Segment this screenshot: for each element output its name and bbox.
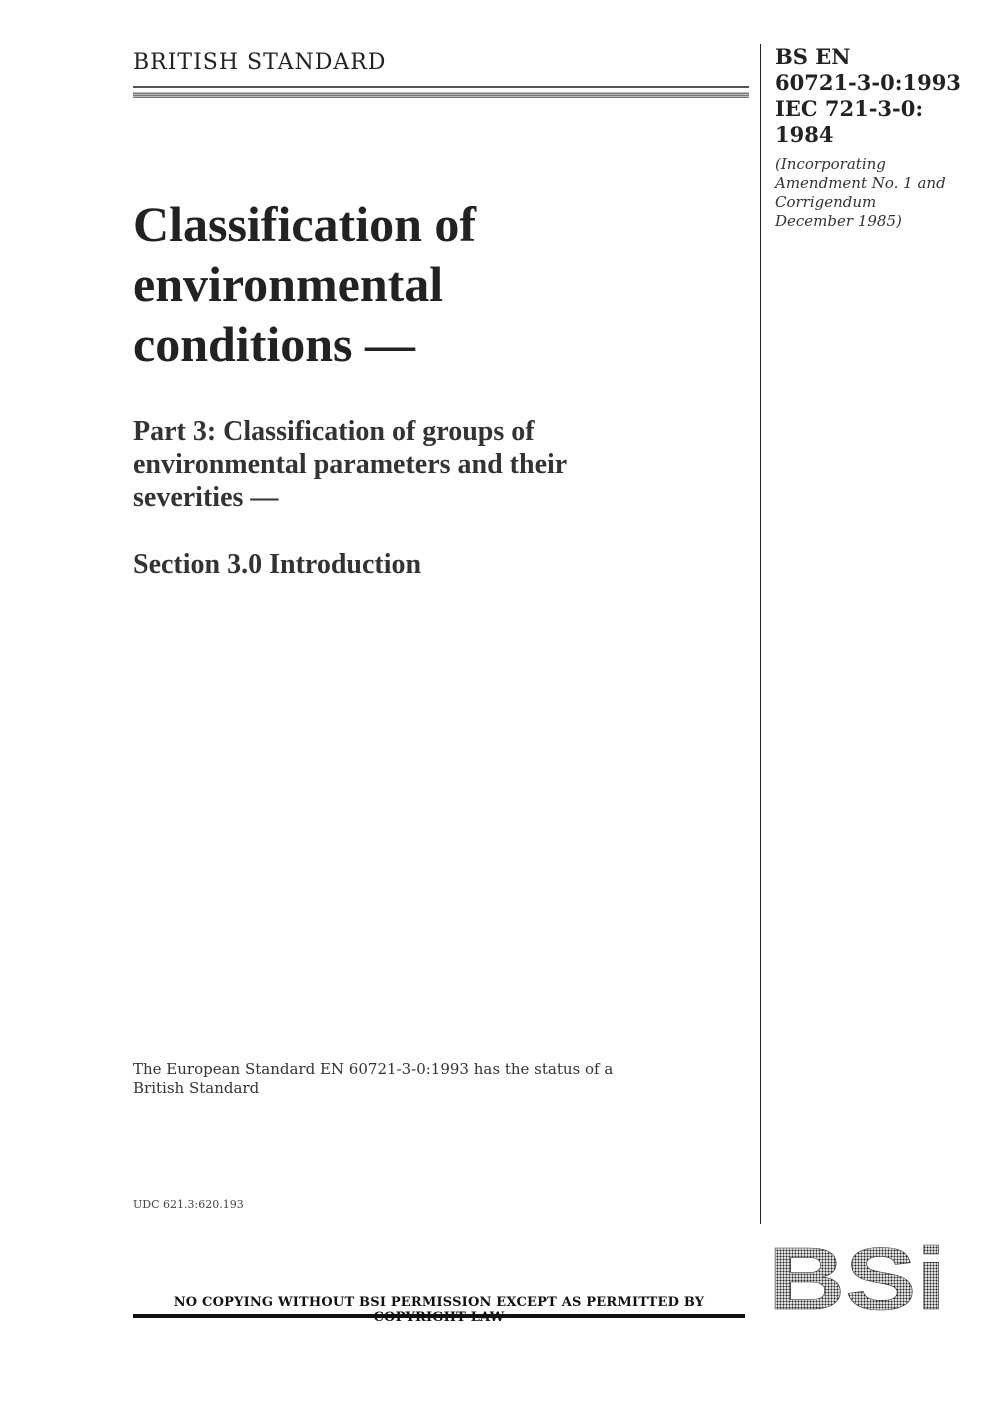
standard-number [775, 44, 980, 148]
status-line: The European Standard EN 60721-3-0:1993 has the status of a [133, 1060, 614, 1078]
bsi-logo-icon [770, 1243, 946, 1313]
part-title-line: environmental parameters and their [133, 449, 568, 480]
part-title [133, 415, 733, 514]
amendment-note-line: December 1985) [775, 212, 902, 230]
main-title-line: Classification of [133, 196, 477, 252]
footer-rule [133, 1314, 745, 1318]
standard-number-line: IEC 721-3-0: [775, 96, 924, 121]
status-statement [133, 1060, 653, 1098]
amendment-note-line: Amendment No. 1 and [775, 174, 946, 192]
header-rule-thin [133, 86, 749, 88]
udc-number: UDC 621.3:620.193 [133, 1198, 244, 1211]
standard-number-line: 60721-3-0:1993 [775, 70, 961, 95]
section-title: Section 3.0 Introduction [133, 549, 422, 580]
part-title-line: severities — [133, 482, 279, 513]
main-title-line: environmental [133, 256, 444, 312]
header-rule-thick [133, 92, 749, 98]
amendment-note [775, 155, 975, 231]
copyright-notice: NO COPYING WITHOUT BSI PERMISSION EXCEPT AS PERMITTED BY [173, 1295, 705, 1310]
standard-number-line: BS EN [775, 44, 851, 69]
main-title-line: conditions — [133, 316, 416, 372]
amendment-note-line: (Incorporating [775, 155, 886, 173]
column-divider [760, 44, 761, 1224]
document-type-label: BRITISH STANDARD [133, 50, 387, 75]
main-title [133, 194, 733, 374]
bsi-logo [770, 1243, 946, 1313]
part-title-line: Part 3: Classification of groups of [133, 416, 535, 447]
svg-text:BSi: BSi [770, 1243, 946, 1313]
status-line: British Standard [133, 1079, 260, 1097]
amendment-note-line: Corrigendum [775, 193, 877, 211]
standard-number-line: 1984 [775, 122, 834, 147]
